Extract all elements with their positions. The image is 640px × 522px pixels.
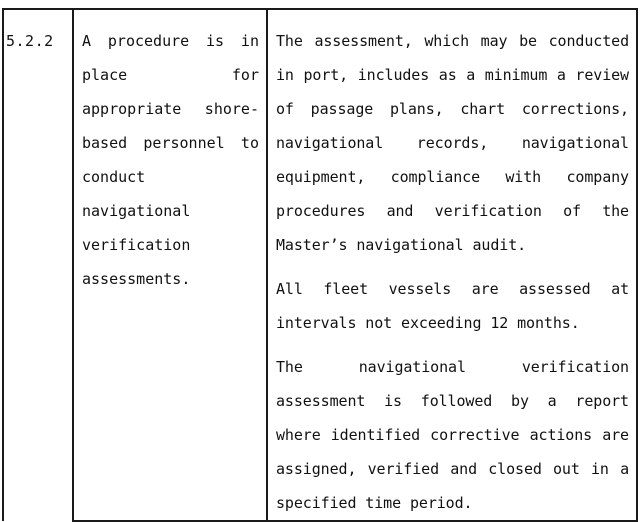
guidance-paragraph-assessment: The assessment, which may be conducted in port, includes as a minimum a review of passage plans, chart corrections, navigational records, navigational equipment, compliance with company procedures and verification of the Master’s navigational audit. [276,32,629,254]
guidance-paragraph-report: The navigational verification assessment is followed by a report where identified corrective actions are assigned, verified and closed out in a specified time period. [276,358,629,512]
requirement-cell [73,9,267,521]
section-number: 5.2.2 [6,32,54,50]
requirement-text: A procedure is in place for appropriate shore-based personnel to conduct navigational verification assessments. [82,32,259,288]
table-row [3,9,637,521]
requirements-table [2,8,638,522]
section-number-cell [3,9,73,521]
guidance-cell [267,9,637,521]
guidance-paragraph-interval: All fleet vessels are assessed at intervals not exceeding 12 months. [276,280,629,332]
